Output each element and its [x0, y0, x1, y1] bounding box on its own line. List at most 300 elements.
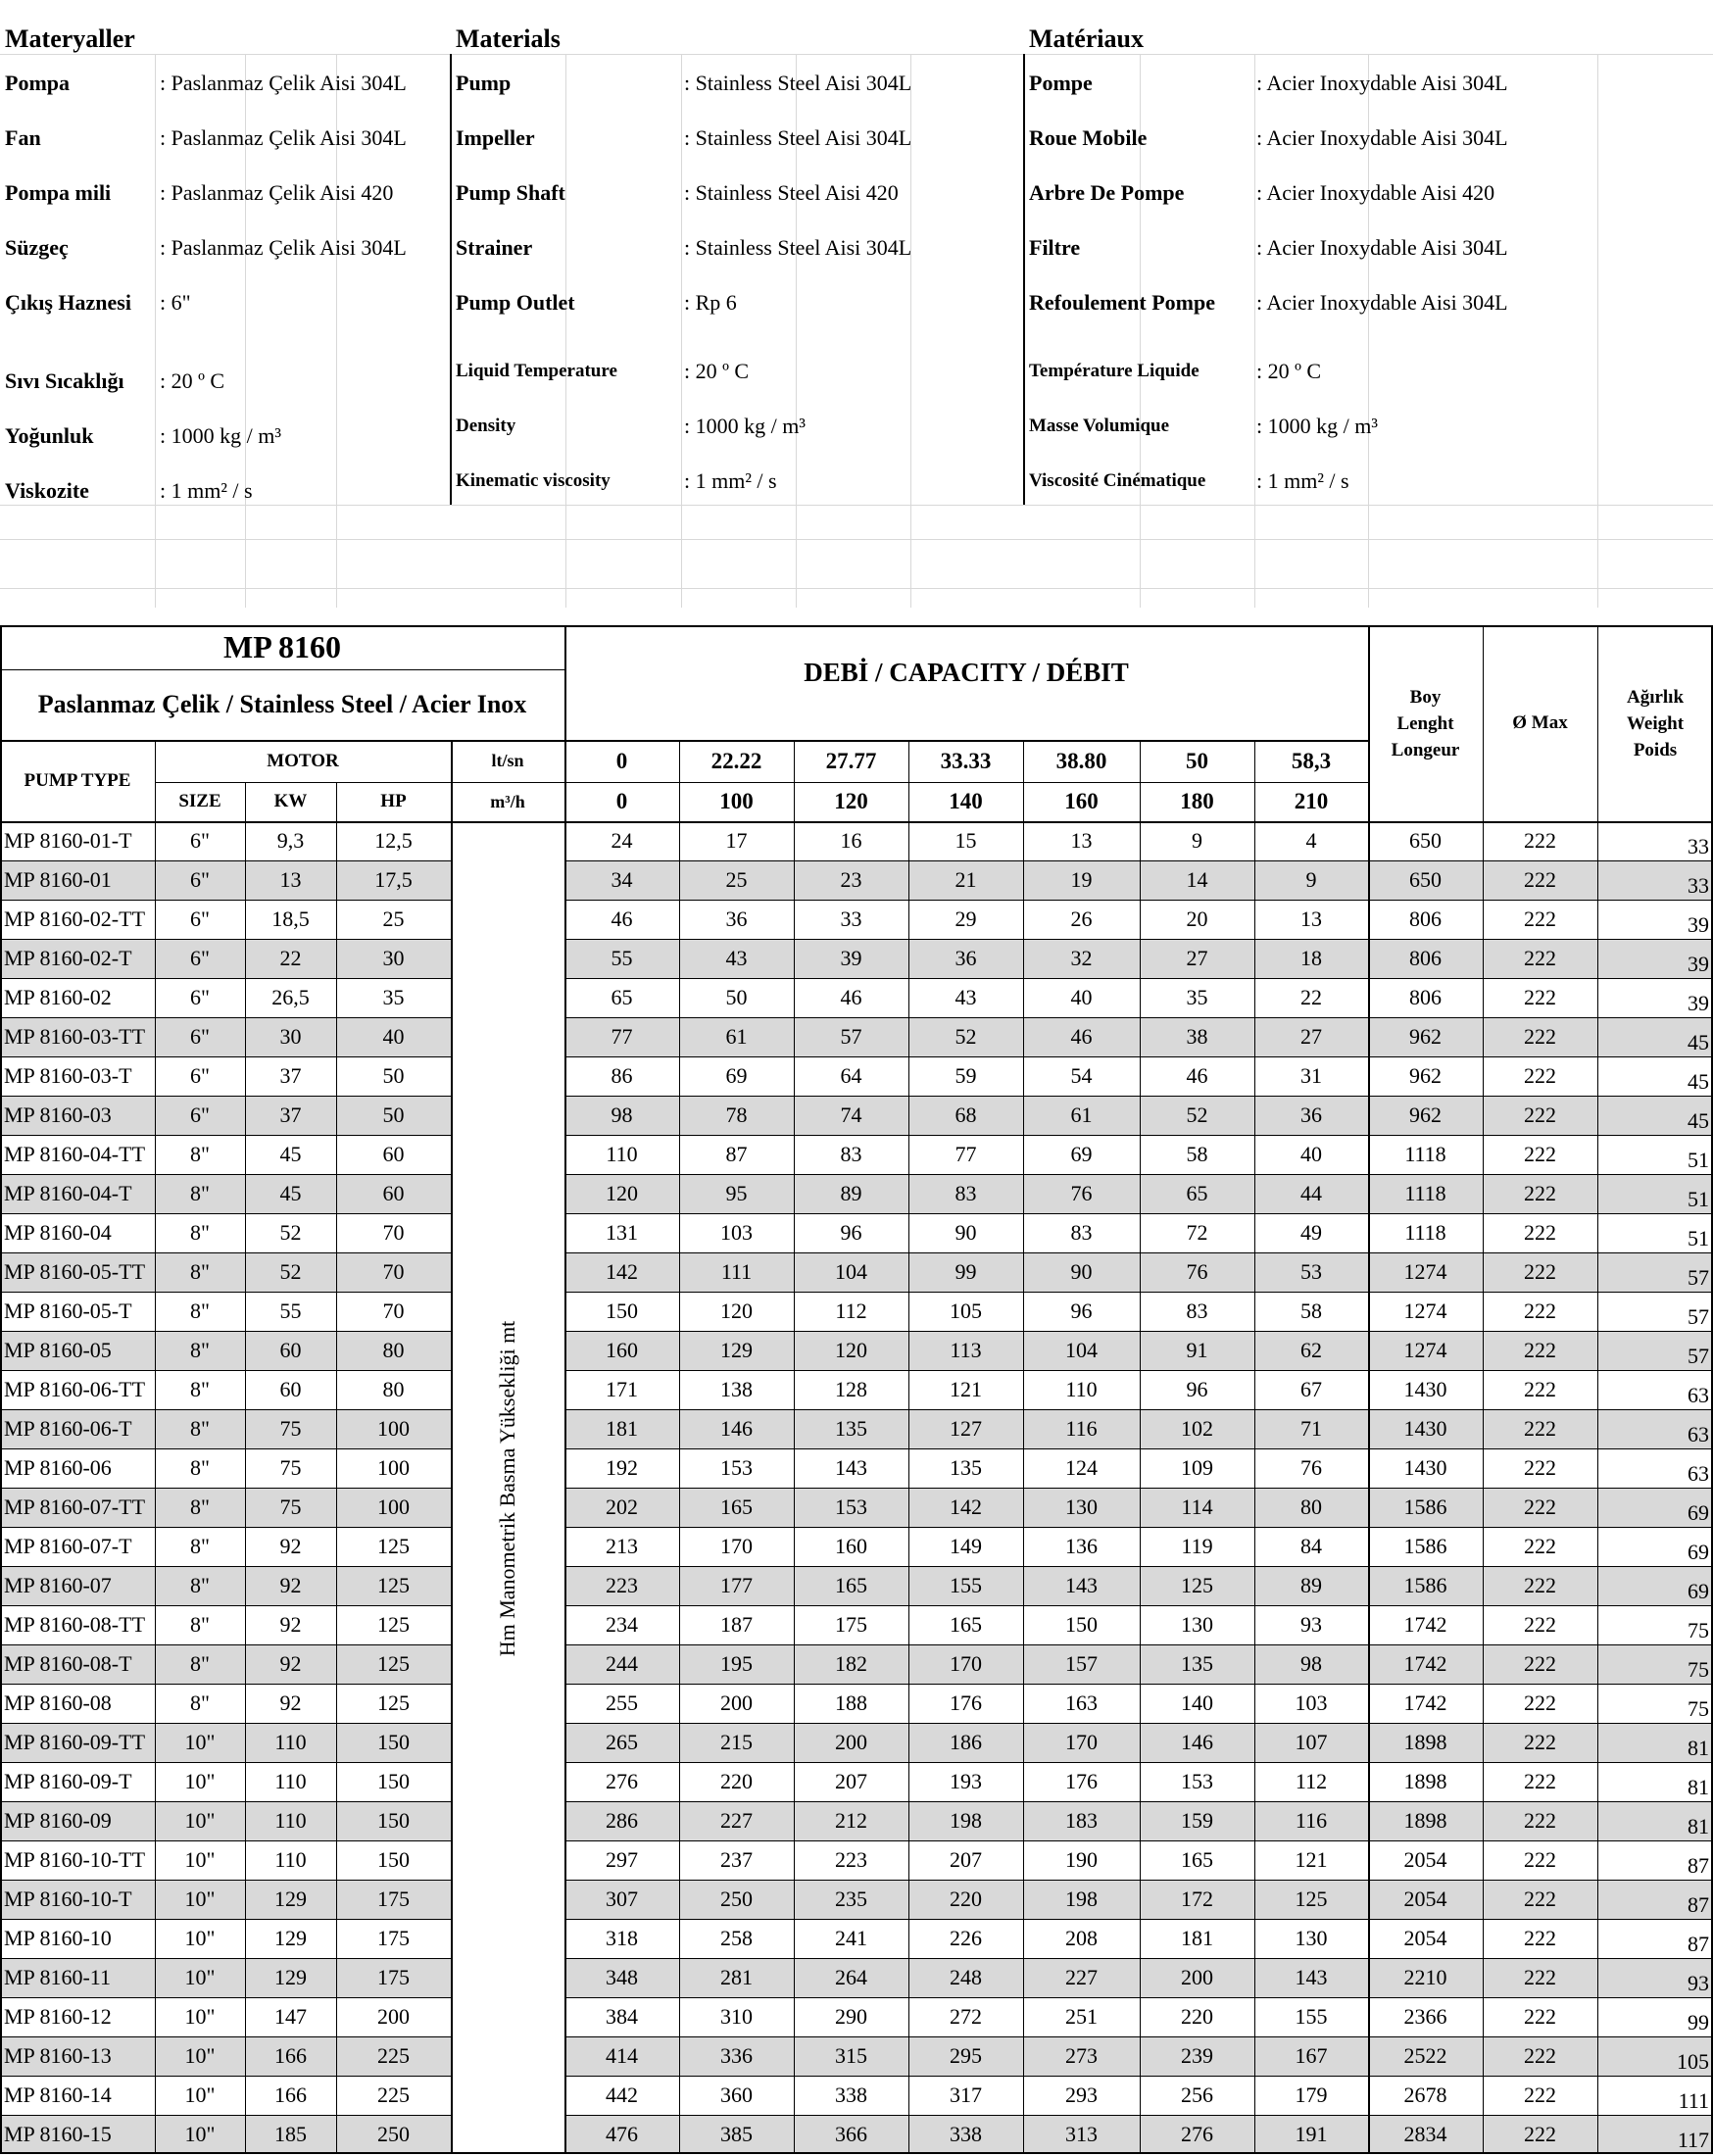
cell-type: MP 8160-14 — [4, 2082, 112, 2107]
cell-head: 116 — [1065, 1416, 1098, 1441]
cell-head: 165 — [950, 1612, 982, 1637]
cell-head: 14 — [1186, 867, 1208, 892]
cell-head: 120 — [606, 1181, 638, 1205]
table-gridline — [794, 740, 795, 2154]
cell-hp: 25 — [382, 906, 405, 931]
material-value: : Acier Inoxydable Aisi 304L — [1256, 290, 1508, 315]
cell-dia: 222 — [1524, 1220, 1556, 1245]
material-label: Strainer — [456, 235, 533, 260]
cell-head: 143 — [835, 1455, 867, 1480]
table-row — [0, 978, 1713, 1017]
cell-kw: 166 — [274, 2082, 307, 2107]
cell-length: 1898 — [1403, 1808, 1447, 1833]
diameter-header: Ø Max — [1512, 712, 1568, 733]
cell-head: 36 — [725, 906, 748, 931]
cell-dia: 222 — [1524, 1886, 1556, 1911]
kw-header: KW — [273, 791, 308, 811]
table-gridline — [0, 1096, 451, 1097]
cell-kw: 37 — [279, 1063, 302, 1088]
cell-length: 806 — [1409, 946, 1442, 970]
table-gridline — [564, 1174, 1713, 1175]
cell-type: MP 8160-12 — [4, 2004, 112, 2029]
cell-kw: 92 — [279, 1612, 302, 1637]
cell-length: 1898 — [1403, 1769, 1447, 1793]
cell-weight: 81 — [1688, 1775, 1709, 1799]
cell-weight: 51 — [1688, 1187, 1709, 1211]
cell-head: 200 — [1181, 1965, 1213, 1989]
cell-head: 113 — [950, 1338, 982, 1362]
cell-head: 22 — [1300, 985, 1322, 1009]
cell-head: 130 — [1181, 1612, 1213, 1637]
cell-head: 109 — [1181, 1455, 1213, 1480]
cell-head: 95 — [725, 1181, 748, 1205]
cell-head: 65 — [611, 985, 633, 1009]
cell-type: MP 8160-05-T — [4, 1298, 132, 1323]
cell-head: 195 — [720, 1651, 753, 1676]
gridline — [1254, 54, 1255, 608]
cell-head: 89 — [840, 1181, 862, 1205]
table-gridline — [564, 860, 1713, 861]
cell-head: 170 — [1065, 1730, 1098, 1754]
cell-dia: 222 — [1524, 1416, 1556, 1441]
cell-head: 46 — [1186, 1063, 1208, 1088]
cell-hp: 80 — [382, 1377, 405, 1401]
cell-kw: 110 — [274, 1730, 307, 1754]
cell-weight: 69 — [1688, 1500, 1709, 1525]
cell-head: 36 — [1300, 1102, 1322, 1127]
cell-head: 89 — [1300, 1573, 1322, 1597]
cell-head: 200 — [720, 1690, 753, 1715]
cell-size: 10" — [184, 1847, 216, 1872]
cell-head: 235 — [835, 1886, 867, 1911]
material-value: : Paslanmaz Çelik Aisi 304L — [160, 125, 407, 150]
cell-head: 83 — [1186, 1298, 1208, 1323]
cell-kw: 147 — [274, 2004, 307, 2029]
table-gridline — [0, 1017, 451, 1018]
cell-weight: 39 — [1688, 991, 1709, 1015]
cell-type: MP 8160-06-TT — [4, 1377, 146, 1401]
cell-head: 78 — [725, 1102, 748, 1127]
table-row — [0, 1096, 1713, 1135]
cell-head: 46 — [1070, 1024, 1093, 1049]
table-gridline — [564, 1840, 1713, 1841]
size-header: SIZE — [178, 791, 221, 811]
cell-dia: 222 — [1524, 1181, 1556, 1205]
material-label: Yoğunluk — [5, 423, 94, 448]
cell-hp: 125 — [377, 1651, 410, 1676]
material-value: : Stainless Steel Aisi 304L — [684, 71, 912, 95]
cell-head: 207 — [950, 1847, 982, 1872]
cell-size: 8" — [190, 1338, 210, 1362]
cell-head: 112 — [835, 1298, 867, 1323]
cell-dia: 222 — [1524, 1142, 1556, 1166]
table-gridline — [0, 2036, 451, 2037]
cell-head: 43 — [954, 985, 977, 1009]
cell-dia: 222 — [1524, 1847, 1556, 1872]
material-label: Density — [456, 416, 516, 436]
cell-hp: 35 — [382, 985, 405, 1009]
cell-type: MP 8160-03 — [4, 1102, 112, 1127]
length-header-fr: Longeur — [1391, 739, 1460, 760]
cell-head: 90 — [1070, 1259, 1093, 1284]
cell-kw: 55 — [279, 1298, 302, 1323]
table-gridline — [0, 1644, 451, 1645]
cell-dia: 222 — [1524, 1377, 1556, 1401]
cell-size: 8" — [190, 1534, 210, 1558]
table-row — [0, 1488, 1713, 1527]
cell-head: 265 — [606, 1730, 638, 1754]
cell-head: 98 — [1300, 1651, 1322, 1676]
cell-head: 272 — [950, 2004, 982, 2029]
cell-head: 215 — [720, 1730, 753, 1754]
cell-head: 91 — [1186, 1338, 1208, 1362]
length-header-en: Lenght — [1396, 712, 1454, 734]
table-gridline — [0, 1056, 451, 1057]
cell-dia: 222 — [1524, 1298, 1556, 1323]
cell-head: 18 — [1300, 946, 1322, 970]
material-label: Masse Volumique — [1029, 416, 1170, 436]
table-gridline — [1023, 740, 1024, 2154]
material-label: Viscosité Cinématique — [1029, 470, 1206, 491]
cell-length: 2210 — [1403, 1965, 1447, 1989]
material-value: : 1 mm² / s — [160, 478, 253, 503]
cell-dia: 222 — [1524, 1730, 1556, 1754]
table-row — [0, 1605, 1713, 1644]
cell-hp: 30 — [382, 946, 405, 970]
material-value: : 20 º C — [1256, 359, 1322, 383]
materials-title-turkish: Materyaller — [5, 24, 135, 53]
table-row — [0, 900, 1713, 939]
cell-head: 29 — [954, 906, 977, 931]
flow-m3h-value: 100 — [719, 789, 754, 813]
table-gridline — [564, 2036, 1713, 2037]
material-value: : 20 º C — [684, 359, 750, 383]
cell-head: 43 — [725, 946, 748, 970]
table-gridline — [564, 1213, 1713, 1214]
cell-hp: 225 — [377, 2082, 410, 2107]
cell-length: 1274 — [1403, 1298, 1447, 1323]
cell-length: 1118 — [1404, 1220, 1446, 1245]
cell-head: 68 — [954, 1102, 977, 1127]
cell-head: 276 — [606, 1769, 638, 1793]
cell-head: 165 — [835, 1573, 867, 1597]
table-gridline — [0, 1135, 451, 1136]
cell-head: 131 — [606, 1220, 638, 1245]
cell-hp: 150 — [377, 1847, 410, 1872]
cell-length: 1742 — [1403, 1690, 1447, 1715]
cell-size: 8" — [190, 1651, 210, 1676]
model-title: MP 8160 — [223, 629, 341, 664]
cell-head: 146 — [1181, 1730, 1213, 1754]
cell-hp: 225 — [377, 2043, 410, 2068]
cell-dia: 222 — [1524, 2004, 1556, 2029]
cell-type: MP 8160-13 — [4, 2043, 112, 2068]
table-row — [0, 1527, 1713, 1566]
materials-column-english — [456, 20, 1019, 493]
table-gridline — [564, 1409, 1713, 1410]
materials-title-french: Matériaux — [1029, 24, 1144, 53]
cell-head: 57 — [840, 1024, 862, 1049]
cell-head: 50 — [725, 985, 748, 1009]
cell-head: 104 — [835, 1259, 867, 1284]
gridline — [0, 588, 1713, 589]
cell-hp: 125 — [377, 1690, 410, 1715]
cell-length: 1586 — [1403, 1573, 1447, 1597]
cell-head: 111 — [720, 1259, 753, 1284]
cell-size: 8" — [190, 1416, 210, 1441]
cell-head: 176 — [950, 1690, 982, 1715]
cell-head: 273 — [1065, 2043, 1098, 2068]
table-gridline — [0, 1801, 451, 1802]
cell-type: MP 8160-08-TT — [4, 1612, 146, 1637]
table-gridline — [564, 1370, 1713, 1371]
cell-weight: 93 — [1688, 1971, 1709, 1995]
cell-hp: 250 — [377, 2122, 410, 2146]
gridline — [0, 539, 1713, 540]
cell-head: 86 — [611, 1063, 633, 1088]
table-gridline — [0, 1292, 451, 1293]
cell-head: 35 — [1186, 985, 1208, 1009]
cell-kw: 60 — [279, 1338, 302, 1362]
gridline — [1597, 54, 1598, 608]
table-gridline — [0, 1919, 451, 1920]
cell-type: MP 8160-10-TT — [4, 1847, 146, 1872]
cell-weight: 45 — [1688, 1069, 1709, 1094]
cell-head: 167 — [1295, 2043, 1328, 2068]
cell-dia: 222 — [1524, 985, 1556, 1009]
materials-column-french — [1029, 20, 1617, 493]
cell-size: 6" — [190, 867, 210, 892]
cell-head: 13 — [1300, 906, 1322, 931]
cell-head: 187 — [720, 1612, 753, 1637]
cell-head: 385 — [720, 2122, 753, 2146]
cell-size: 6" — [190, 985, 210, 1009]
cell-length: 1898 — [1403, 1730, 1447, 1754]
cell-head: 165 — [720, 1494, 753, 1519]
cell-size: 10" — [184, 1808, 216, 1833]
flow-m3h-value: 180 — [1180, 789, 1214, 813]
table-gridline — [564, 900, 1713, 901]
cell-weight: 63 — [1688, 1383, 1709, 1407]
table-gridline — [0, 1331, 451, 1332]
performance-table — [0, 625, 1713, 2156]
table-gridline — [564, 1644, 1713, 1645]
cell-size: 10" — [184, 1886, 216, 1911]
cell-head: 198 — [1065, 1886, 1098, 1911]
cell-head: 96 — [1070, 1298, 1093, 1323]
flow-m3h-value: 140 — [949, 789, 983, 813]
cell-head: 58 — [1300, 1298, 1322, 1323]
cell-head: 61 — [1070, 1102, 1093, 1127]
cell-head: 220 — [1181, 2004, 1213, 2029]
cell-head: 336 — [720, 2043, 753, 2068]
cell-head: 130 — [1065, 1494, 1098, 1519]
cell-hp: 70 — [382, 1220, 405, 1245]
table-gridline — [1254, 740, 1255, 2154]
flow-lts-value: 22.22 — [710, 748, 762, 773]
table-row — [0, 1684, 1713, 1723]
cell-head: 127 — [950, 1416, 982, 1441]
cell-head: 96 — [840, 1220, 862, 1245]
cell-dia: 222 — [1524, 867, 1556, 892]
cell-head: 20 — [1186, 906, 1208, 931]
cell-dia: 222 — [1524, 2043, 1556, 2068]
cell-head: 237 — [720, 1847, 753, 1872]
cell-head: 72 — [1186, 1220, 1208, 1245]
cell-head: 153 — [1181, 1769, 1213, 1793]
cell-weight: 111 — [1678, 2088, 1709, 2113]
cell-hp: 50 — [382, 1063, 405, 1088]
table-gridline — [564, 939, 1713, 940]
cell-head: 120 — [835, 1338, 867, 1362]
cell-dia: 222 — [1524, 1259, 1556, 1284]
cell-length: 2366 — [1403, 2004, 1447, 2029]
cell-size: 10" — [184, 1926, 216, 1950]
table-row — [0, 1292, 1713, 1331]
cell-head: 39 — [840, 946, 862, 970]
cell-hp: 40 — [382, 1024, 405, 1049]
cell-head: 31 — [1300, 1063, 1322, 1088]
cell-hp: 175 — [377, 1886, 410, 1911]
table-gridline — [908, 740, 909, 2154]
material-label: Sıvı Sıcaklığı — [5, 368, 124, 393]
table-gridline — [564, 1566, 1713, 1567]
cell-kw: 75 — [279, 1416, 302, 1441]
cell-length: 2678 — [1403, 2082, 1447, 2107]
cell-head: 40 — [1300, 1142, 1322, 1166]
cell-head: 90 — [954, 1220, 977, 1245]
table-gridline — [0, 1605, 451, 1606]
cell-kw: 45 — [279, 1181, 302, 1205]
table-row — [0, 1958, 1713, 1997]
cell-hp: 150 — [377, 1769, 410, 1793]
table-gridline — [0, 1997, 451, 1998]
cell-dia: 222 — [1524, 1769, 1556, 1793]
material-label: Kinematic viscosity — [456, 470, 611, 491]
cell-hp: 150 — [377, 1808, 410, 1833]
cell-head: 55 — [611, 946, 633, 970]
cell-head: 165 — [1181, 1847, 1213, 1872]
cell-head: 295 — [950, 2043, 982, 2068]
table-gridline — [564, 2076, 1713, 2077]
cell-length: 962 — [1409, 1102, 1442, 1127]
cell-head: 84 — [1300, 1534, 1322, 1558]
table-row — [0, 1644, 1713, 1684]
cell-weight: 39 — [1688, 952, 1709, 976]
cell-size: 8" — [190, 1612, 210, 1637]
cell-size: 8" — [190, 1298, 210, 1323]
cell-weight: 117 — [1677, 2128, 1709, 2152]
cell-size: 6" — [190, 1063, 210, 1088]
cell-head: 160 — [606, 1338, 638, 1362]
table-gridline — [336, 782, 337, 2154]
cell-head: 13 — [1070, 828, 1093, 853]
cell-size: 10" — [184, 1730, 216, 1754]
cell-size: 6" — [190, 1102, 210, 1127]
cell-head: 87 — [725, 1142, 748, 1166]
table-gridline — [0, 860, 451, 861]
cell-size: 6" — [190, 946, 210, 970]
cell-type: MP 8160-09 — [4, 1808, 112, 1833]
cell-dia: 222 — [1524, 1494, 1556, 1519]
cell-hp: 175 — [377, 1965, 410, 1989]
cell-head: 150 — [1065, 1612, 1098, 1637]
cell-head: 143 — [1065, 1573, 1098, 1597]
table-gridline — [0, 1527, 451, 1528]
cell-head: 223 — [606, 1573, 638, 1597]
cell-head: 338 — [835, 2082, 867, 2107]
cell-head: 202 — [606, 1494, 638, 1519]
cell-head: 62 — [1300, 1338, 1322, 1362]
cell-weight: 63 — [1688, 1461, 1709, 1486]
cell-head: 116 — [1295, 1808, 1328, 1833]
cell-head: 19 — [1070, 867, 1093, 892]
cell-head: 103 — [720, 1220, 753, 1245]
table-gridline — [564, 1762, 1713, 1763]
cell-type: MP 8160-10 — [4, 1926, 112, 1950]
material-label: Roue Mobile — [1029, 125, 1148, 150]
table-row — [0, 1801, 1713, 1840]
material-value: : 20 º C — [160, 368, 225, 393]
cell-length: 806 — [1409, 985, 1442, 1009]
cell-head: 293 — [1065, 2082, 1098, 2107]
cell-head: 307 — [606, 1886, 638, 1911]
cell-dia: 222 — [1524, 1455, 1556, 1480]
cell-head: 129 — [720, 1338, 753, 1362]
cell-head: 155 — [1295, 2004, 1328, 2029]
material-value: : 1 mm² / s — [684, 468, 777, 493]
cell-kw: 110 — [274, 1847, 307, 1872]
table-row — [0, 1723, 1713, 1762]
cell-length: 650 — [1409, 828, 1442, 853]
material-value: : Paslanmaz Çelik Aisi 420 — [160, 180, 394, 205]
material-label: Pump Outlet — [456, 290, 575, 315]
material-value: : Acier Inoxydable Aisi 304L — [1256, 71, 1508, 95]
cell-head: 58 — [1186, 1142, 1208, 1166]
cell-head: 212 — [835, 1808, 867, 1833]
cell-size: 8" — [190, 1377, 210, 1401]
cell-head: 251 — [1065, 2004, 1098, 2029]
cell-size: 6" — [190, 828, 210, 853]
cell-head: 71 — [1300, 1416, 1322, 1441]
cell-head: 143 — [1295, 1965, 1328, 1989]
material-label: Pompa — [5, 71, 70, 95]
cell-size: 8" — [190, 1181, 210, 1205]
cell-head: 188 — [835, 1690, 867, 1715]
cell-weight: 81 — [1688, 1736, 1709, 1760]
cell-kw: 13 — [279, 867, 302, 892]
cell-weight: 87 — [1688, 1932, 1709, 1956]
material-value: : Acier Inoxydable Aisi 304L — [1256, 125, 1508, 150]
cell-head: 83 — [954, 1181, 977, 1205]
cell-head: 76 — [1186, 1259, 1208, 1284]
cell-head: 170 — [720, 1534, 753, 1558]
table-gridline — [0, 1958, 451, 1959]
cell-kw: 92 — [279, 1573, 302, 1597]
cell-size: 10" — [184, 1965, 216, 1989]
motor-header: MOTOR — [267, 750, 339, 771]
gridline — [565, 54, 566, 608]
cell-dia: 222 — [1524, 906, 1556, 931]
cell-head: 213 — [606, 1534, 638, 1558]
cell-head: 46 — [840, 985, 862, 1009]
table-gridline — [0, 2152, 1713, 2154]
cell-size: 8" — [190, 1220, 210, 1245]
cell-size: 10" — [184, 2122, 216, 2146]
table-gridline — [1483, 625, 1484, 2154]
material-label: Çıkış Haznesi — [5, 290, 131, 315]
material-value: : 1000 kg / m³ — [684, 414, 806, 438]
